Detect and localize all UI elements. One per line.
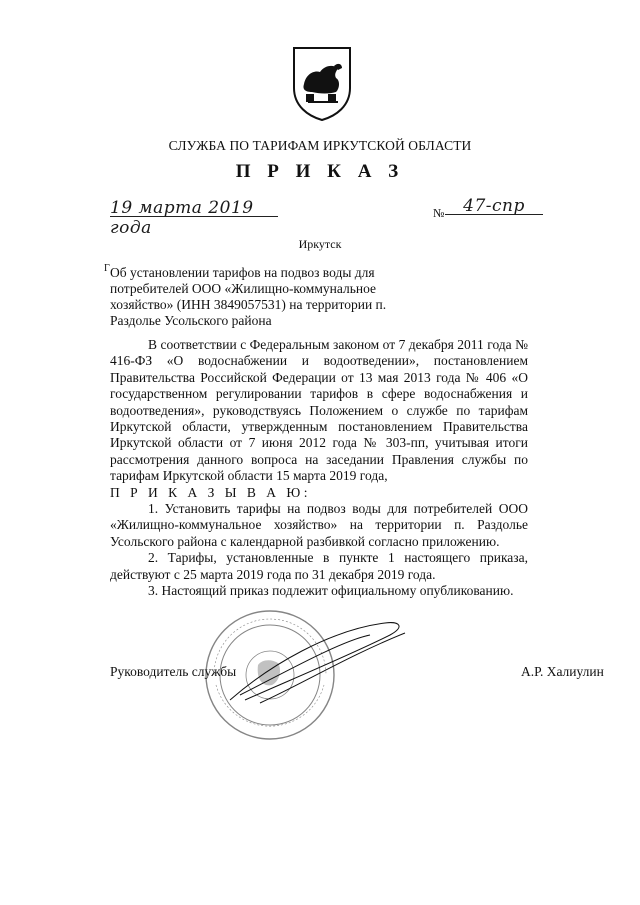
order-item-1: 1. Установить тарифы на подвоз воды для потребителей ООО «Жилищно-коммунальное хозяйство» на территории п. Раздолье Усольского района с календарной разбивкой согласно приложению. xyxy=(110,501,528,549)
agency-name: СЛУЖБА ПО ТАРИФАМ ИРКУТСКОЙ ОБЛАСТИ xyxy=(168,138,472,153)
city: Иркутск xyxy=(298,237,342,251)
order-date xyxy=(110,198,278,238)
order-body xyxy=(110,337,528,600)
order-subject: Об установлении тарифов на подвоз воды для потребителей ООО «Жилищно-коммунальное хозяйство» (ИНН 3849057531) на территории п. Раздолье Усольского района xyxy=(110,265,387,328)
date-handwritten: 19 марта 2019 года xyxy=(110,198,254,238)
irkutsk-coat-of-arms-icon xyxy=(290,44,354,122)
preamble-paragraph: В соответствии с Федеральным законом от 7 декабря 2011 года № 416-ФЗ «О водоснабжении и водоотведении», постановлением Правительства Российской Федерации от 13 мая 2013 года № 406 «О государственном регулировании тарифов в сфере водоснабжения и водоотведения», руководствуясь Положением о службе по тарифам Иркутской области, утвержденным постановлением Правительства Иркутской области от 7 июня 2012 года № 303-пп, учитывая итоги рассмотрения данного вопроса на заседании Правления службы по тарифам Иркутской области 15 марта 2019 года, xyxy=(110,337,528,484)
order-item-3: 3. Настоящий приказ подлежит официальному опубликованию. xyxy=(148,583,514,599)
order-number xyxy=(445,196,543,215)
official-round-seal-icon xyxy=(200,605,415,755)
number-handwritten: 47-спр xyxy=(463,196,525,216)
order-word: П Р И К А З Ы В А Ю: xyxy=(110,484,312,500)
order-item-2: 2. Тарифы, установленные в пункте 1 настоящего приказа, действуют с 25 марта 2019 года по 31 декабря 2019 года. xyxy=(110,550,528,582)
number-label: № xyxy=(433,206,445,220)
signer-name: А.Р. Халиулин xyxy=(521,664,604,679)
signer-position: Руководитель службы xyxy=(110,664,237,679)
document-title: П Р И К А З xyxy=(235,161,405,182)
corner-mark: Г xyxy=(104,263,110,274)
